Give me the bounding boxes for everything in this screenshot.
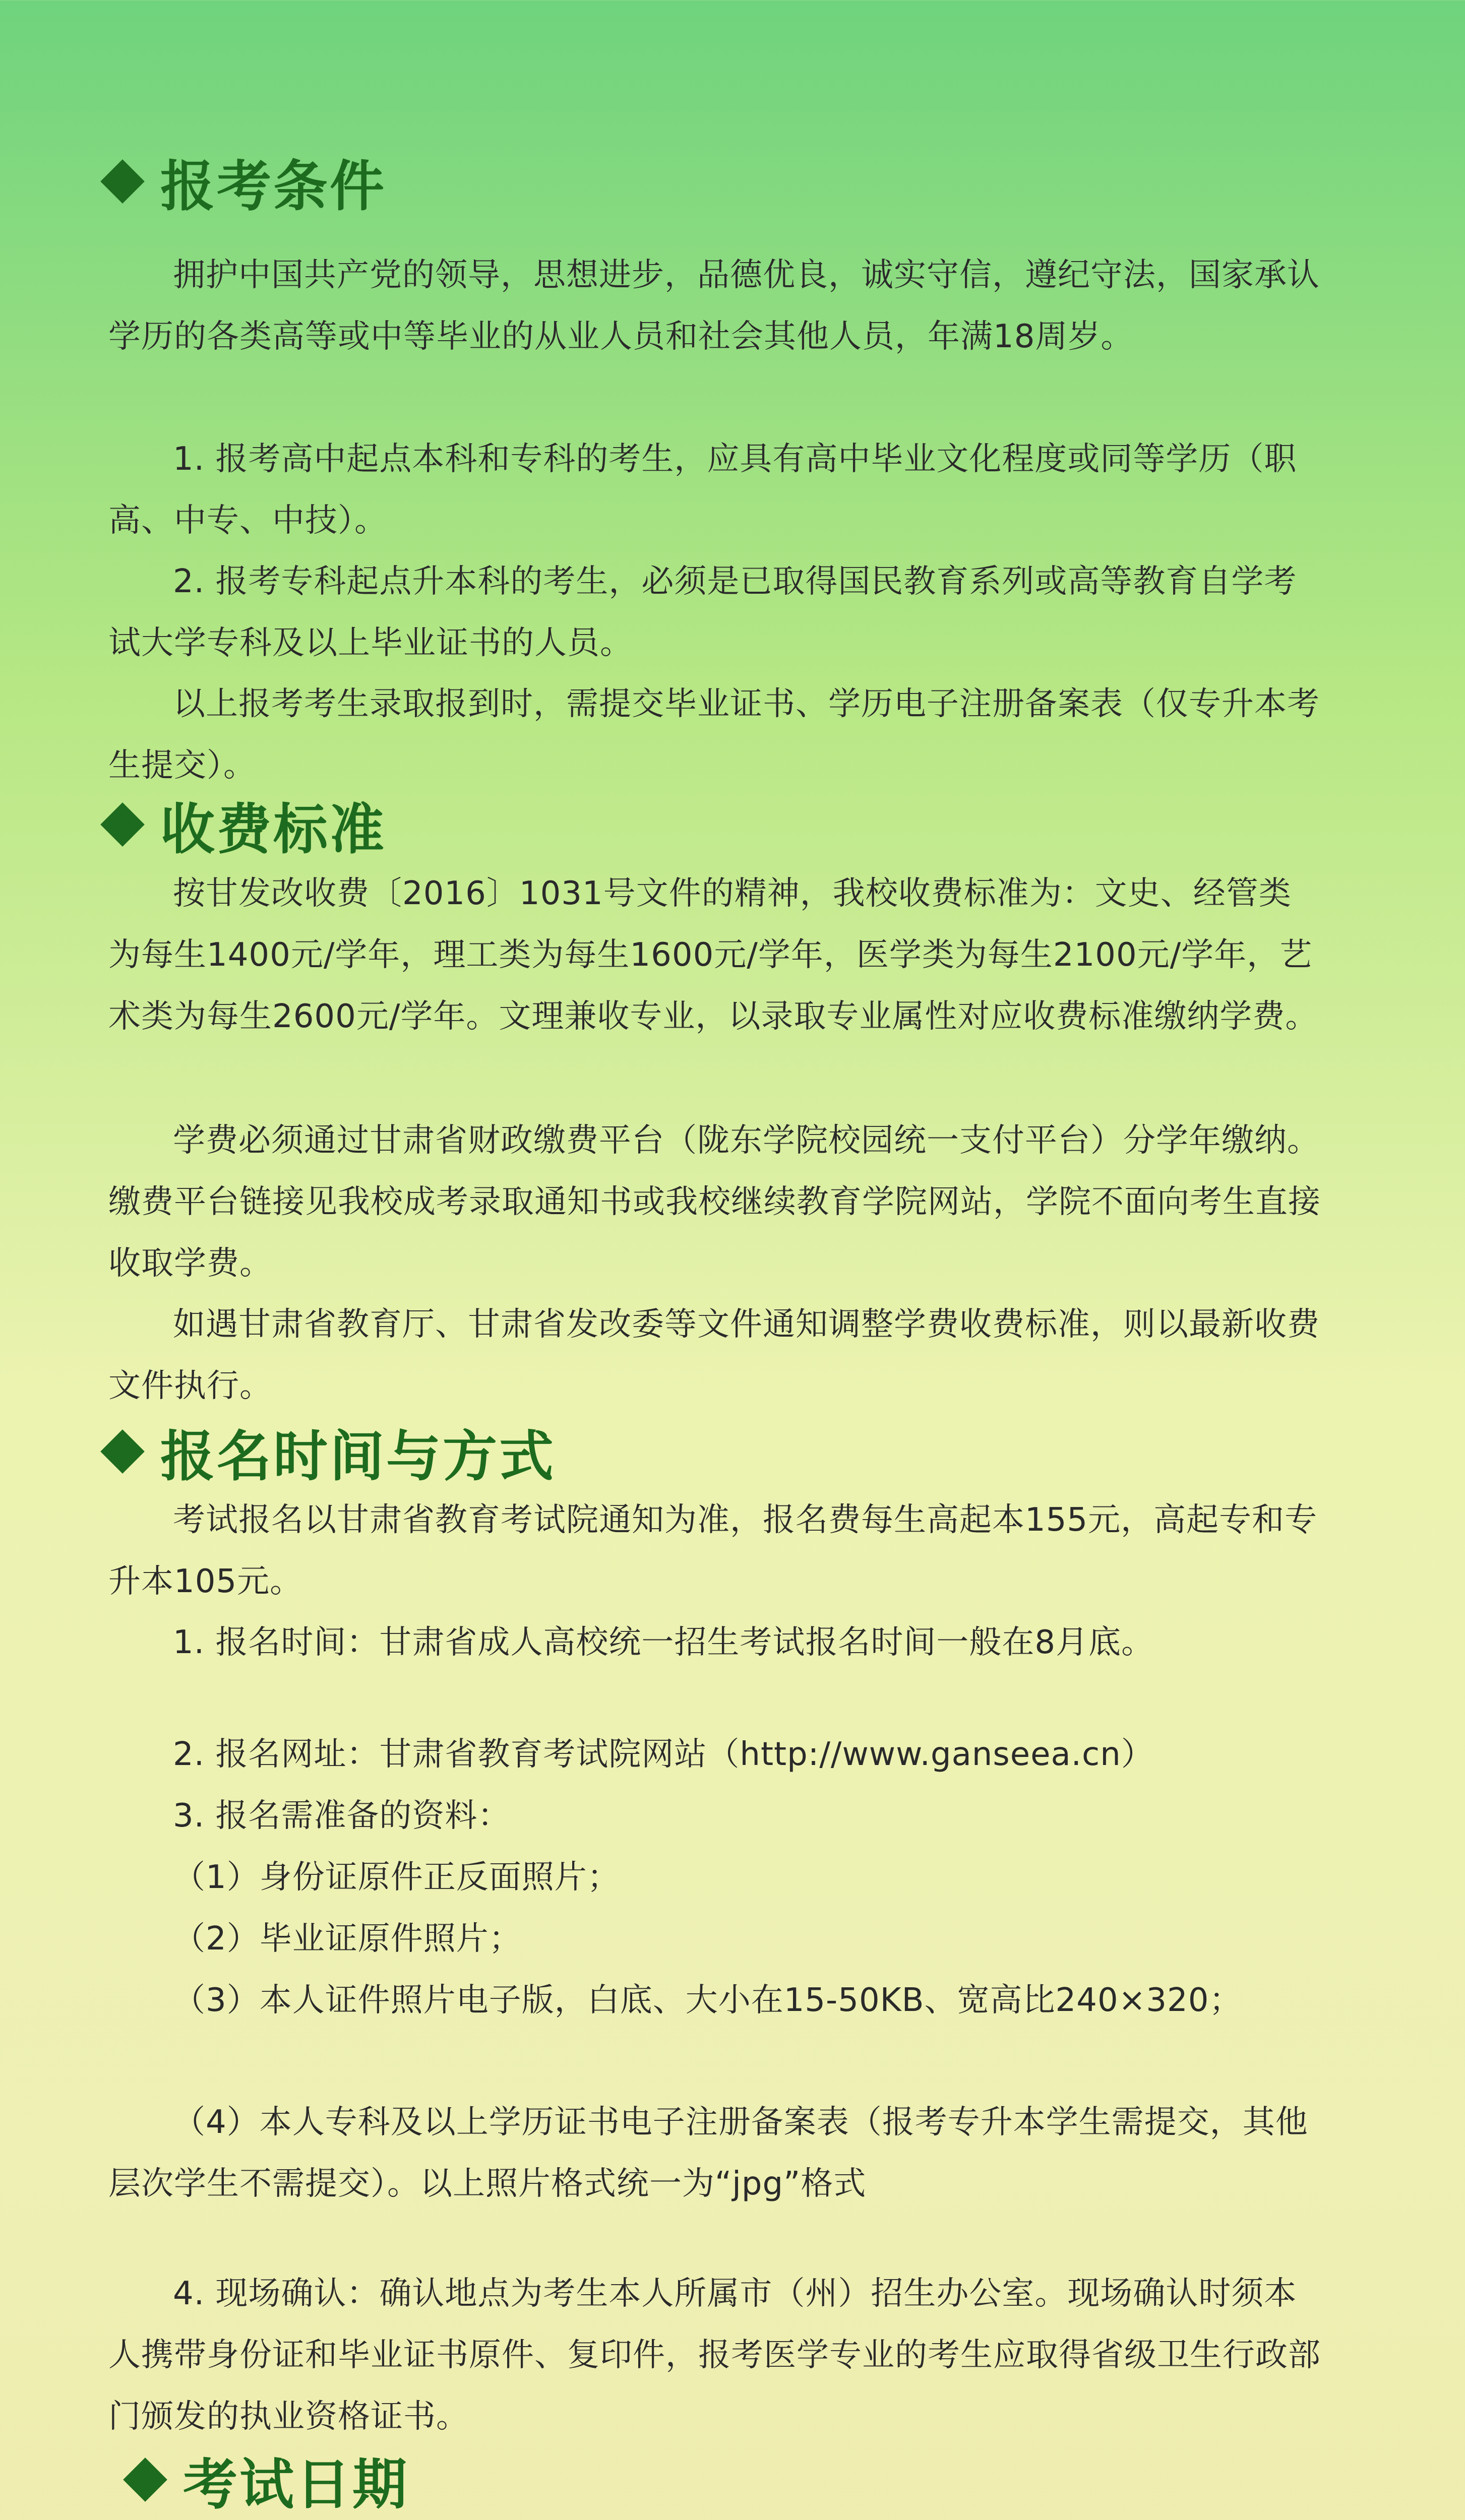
conditions-paragraph-3: 2. 报考专科起点升本科的考生，必须是已取得国民教育系列或高等教育自学考试大学专科及以上毕业证书的人员。 (108, 563, 1297, 662)
registration-paragraph-6: （2）毕业证原件照片； (173, 1920, 522, 1958)
diamond-bullet-icon (100, 802, 145, 847)
section-heading-conditions (101, 146, 386, 217)
diamond-bullet-icon (100, 1429, 145, 1474)
registration-paragraph-1: 考试报名以甘肃省教育考试院通知为准，报名费每生高起本155元，高起专和专升本105元。 (108, 1501, 1318, 1600)
registration-paragraph-5: （1）身份证原件正反面照片； (173, 1859, 620, 1896)
registration-paragraph-4: 3. 报名需准备的资料： (173, 1797, 511, 1835)
section-heading-exam (124, 2444, 409, 2515)
fees-paragraph-1: 按甘发改收费〔2016〕1031号文件的精神，我校收费标准为：文史、经管类为每生1400元/学年，理工类为每生1600元/学年，医学类为每生2100元/学年，艺术类为每生2600元/学年。文理兼收专业，以录取专业属性对应收费标准缴纳学费。 (108, 875, 1318, 1035)
diamond-bullet-icon (100, 159, 145, 204)
conditions-paragraph-2: 1. 报考高中起点本科和专科的考生，应具有高中毕业文化程度或同等学历（职高、中专、中技）。 (108, 440, 1297, 539)
fees-paragraph-2: 学费必须通过甘肃省财政缴费平台（陇东学院校园统一支付平台）分学年缴纳。缴费平台链接见我校成考录取通知书或我校继续教育学院网站，学院不面向考生直接收取学费。 (108, 1122, 1321, 1282)
conditions-paragraph-1: 拥护中国共产党的领导，思想进步，品德优良，诚实守信，遵纪守法，国家承认学历的各类高等或中等毕业的从业人员和社会其他人员，年满18周岁。 (108, 257, 1320, 355)
fees-paragraph-3: 如遇甘肃省教育厅、甘肃省发改委等文件通知调整学费收费标准，则以最新收费文件执行。 (108, 1306, 1320, 1405)
conditions-paragraph-4: 以上报考考生录取报到时，需提交毕业证书、学历电子注册备案表（仅专升本考生提交）。 (108, 685, 1320, 784)
section-title: 收费标准 (160, 798, 387, 861)
section-title: 报考条件 (160, 155, 387, 218)
registration-paragraph-7: （3）本人证件照片电子版，白底、大小在15-50KB、宽高比240×320； (173, 1982, 1242, 2019)
section-title: 报名时间与方式 (160, 1425, 556, 1488)
registration-paragraph-2: 1. 报名时间：甘肃省成人高校统一招生考试报名时间一般在8月底。 (173, 1624, 1154, 1661)
registration-paragraph-9: 4. 现场确认：确认地点为考生本人所属市（州）招生办公室。现场确认时须本人携带身份证和毕业证书原件、复印件，报考医学专业的考生应取得省级卫生行政部门颁发的执业资格证书。 (108, 2275, 1321, 2435)
registration-paragraph-3: 2. 报名网址：甘肃省教育考试院网站（http://www.ganseea.cn） (173, 1736, 1154, 1773)
section-heading-fees (101, 789, 386, 860)
section-title: 考试日期 (183, 2453, 409, 2516)
section-heading-registration (101, 1416, 556, 1487)
diamond-bullet-icon (123, 2458, 167, 2502)
registration-paragraph-8: （4）本人专科及以上学历证书电子注册备案表（报考专升本学生需提交，其他层次学生不需提交）。以上照片格式统一为“jpg”格式 (108, 2104, 1308, 2202)
